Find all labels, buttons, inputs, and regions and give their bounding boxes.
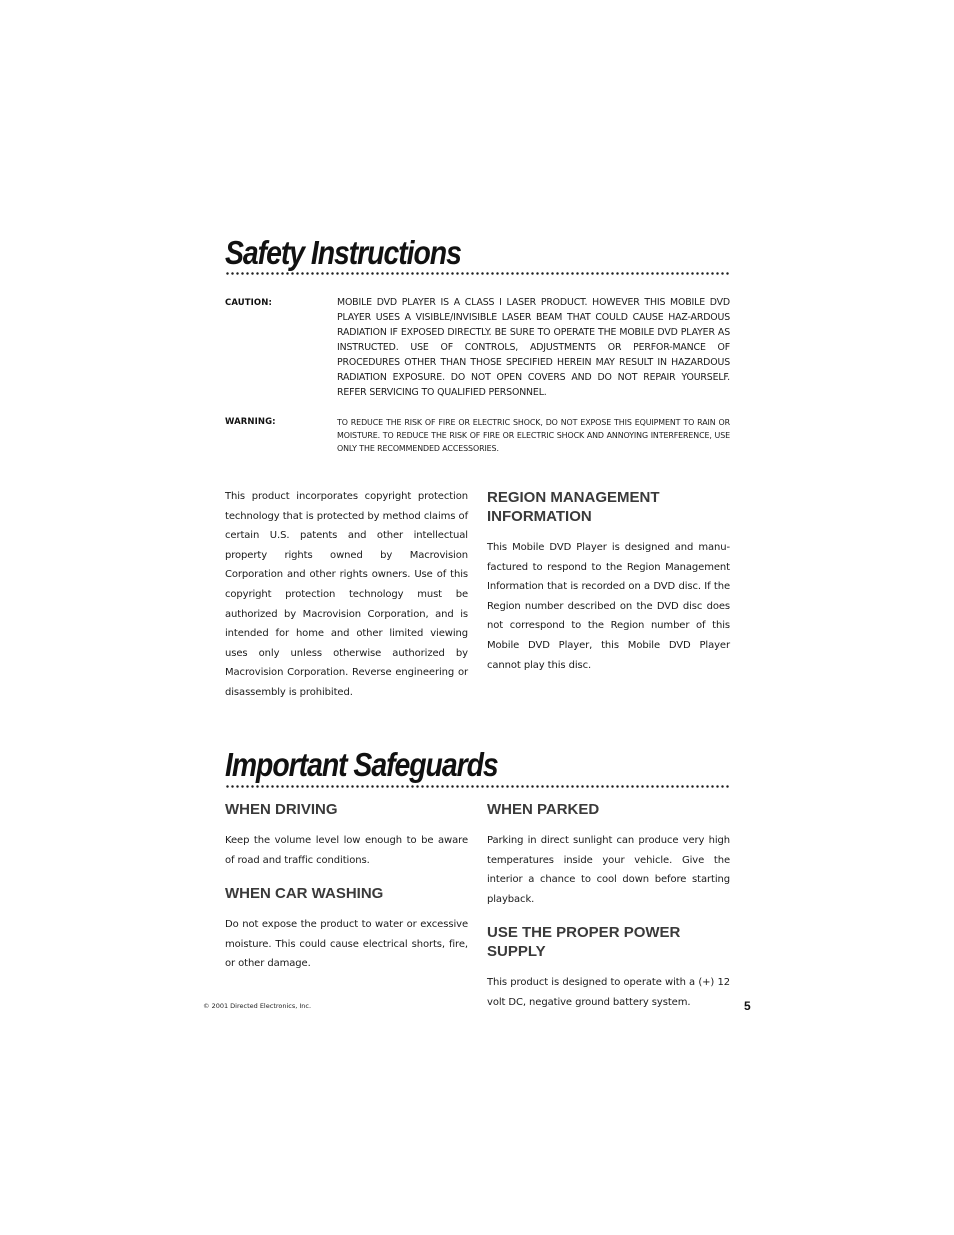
region-management-text: This Mobile DVD Player is designed and manu-factured to respond to the Region Management Information that is recorded on a DVD disc. If the Region number described on the DVD disc does not correspond to the Region number of this Mobile DVD Player, this Mobile DVD Player cannot play this disc. [487,542,730,671]
safeguards-title-dotted-rule [225,785,730,788]
warning-label: WARNING: [225,417,276,427]
safety-title-dotted-rule [225,272,730,275]
important-safeguards-title: Important Safeguards [225,746,498,783]
when-parked-text: Parking in direct sunlight can produce very high temperatures inside your vehicle. Give the interior a chance to cool down before starting playback. [487,835,730,905]
caution-text: MOBILE DVD PLAYER IS A CLASS I LASER PRODUCT. HOWEVER THIS MOBILE DVD PLAYER USES A VISIBLE/INVISIBLE LASER BEAM THAT COULD CAUSE HAZ-ARDOUS RADIATION IF EXPOSED DIRECTLY. BE SURE TO OPERATE THE MOBILE DVD PLAYER AS INSTRUCTED. USE OF CONTROLS, ADJUSTMENTS OR PERFOR-MANCE OF PROCEDURES OTHER THAN THOSE SPECIFIED HEREIN MAY RESULT IN HAZARDOUS RADIATION EXPOSURE. DO NOT OPEN COVERS AND DO NOT REPAIR YOURSELF. REFER SERVICING TO QUALIFIED PERSONNEL. [337,297,730,398]
when-parked-heading: WHEN PARKED [487,801,600,818]
safety-instructions-title: Safety Instructions [225,234,461,271]
safeguards-left-column [225,800,468,974]
copyright-protection-column [225,487,468,703]
region-management-heading: REGION MANAGEMENT INFORMATION [487,489,660,525]
warning-text: TO REDUCE THE RISK OF FIRE OR ELECTRIC SHOCK, DO NOT EXPOSE THIS EQUIPMENT TO RAIN OR MOISTURE. TO REDUCE THE RISK OF FIRE OR ELECTRIC SHOCK AND ANNOYING INTERFERENCE, USE ONLY THE RECOMMENDED ACCESSORIES. [337,418,730,453]
when-car-washing-heading: WHEN CAR WASHING [225,885,384,903]
copyright-protection-text: This product incorporates copyright protection technology that is protected by method claims of certain U.S. patents and other intellectual property rights owned by Macrovision Corporation and other rights owners. Use of this copyright protection technology must be authorized by Macrovision Corporation, and is intended for home and other limited viewing uses only unless otherwise authorized by Macrovision Corporation. Reverse engineering or disassembly is prohibited. [225,491,468,698]
footer-copyright: © 2001 Directed Electronics, Inc. [203,1002,312,1010]
safeguards-right-column [487,800,730,1013]
region-management-column [487,488,730,675]
proper-power-supply-text: This product is designed to operate with a (+) 12 volt DC, negative ground battery system. [487,977,730,1008]
when-driving-heading: WHEN DRIVING [225,801,338,818]
proper-power-supply-heading: USE THE PROPER POWER SUPPLY [487,924,681,961]
page-number: 5 [744,999,751,1013]
caution-label: CAUTION: [225,298,272,308]
when-car-washing-text: Do not expose the product to water or excessive moisture. This could cause electrical shorts, fire, or other damage. [225,919,468,970]
when-driving-text: Keep the volume level low enough to be aware of road and traffic conditions. [225,835,468,866]
